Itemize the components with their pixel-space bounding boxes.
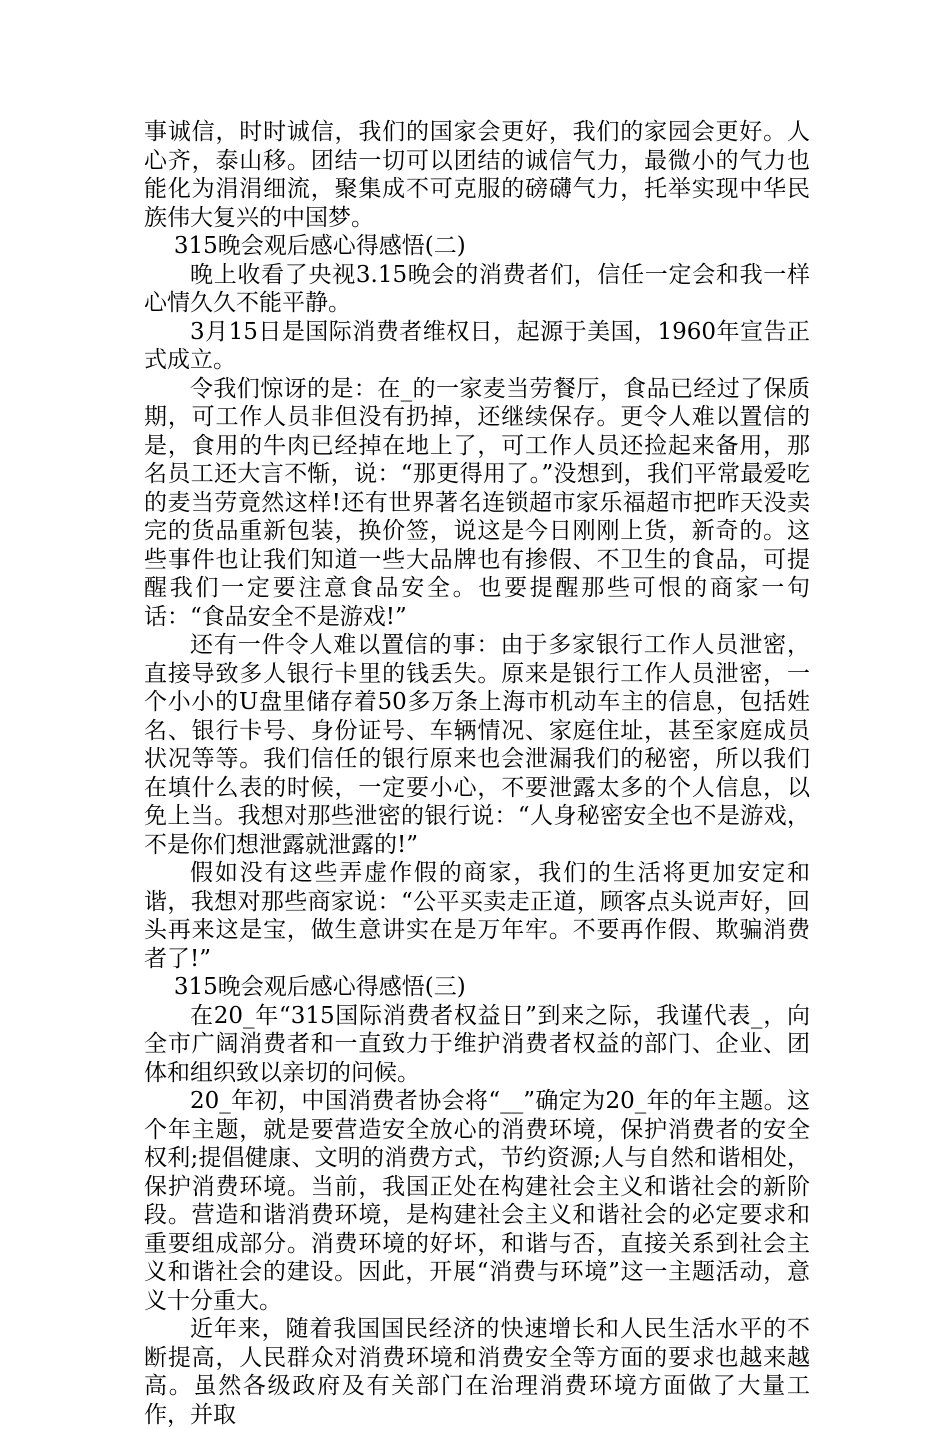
paragraph: 令我们惊讶的是：在_的一家麦当劳餐厅，食品已经过了保质期，可工作人员非但没有扔掉，还继续保存。更令人难以置信的是，食用的牛肉已经掉在地上了，可工作人员还捡起来备用，那名员工还大言不惭，说：“那更得用了。”没想到，我们平常最爱吃的麦当劳竟然这样!还有世界著名连锁超市家乐福超市把昨天没卖完的货品重新包装，换价签，说这是今日刚刚上货，新奇的。这些事件也让我们知道一些大品牌也有掺假、不卫生的食品，可提醒我们一定要注意食品安全。也要提醒那些可恨的商家一句话：“食品安全不是游戏!” [144, 375, 810, 630]
paragraph: 20_年初，中国消费者协会将“__”确定为20_年的年主题。这个年主题，就是要营造安全放心的消费环境，保护消费者的安全权利;提倡健康、文明的消费方式，节约资源;人与自然和谐相处，保护消费环境。当前，我国正处在构建社会主义和谐社会的新阶段。营造和谐消费环境，是构建社会主义和谐社会的必定要求和重要组成部分。消费环境的好坏，和谐与否，直接关系到社会主义和谐社会的建设。因此，开展“消费与环境”这一主题活动，意义十分重大。 [144, 1088, 810, 1314]
paragraph: 假如没有这些弄虚作假的商家，我们的生活将更加安定和谐，我想对那些商家说：“公平买卖走正道，顾客点头说声好，回头再来这是宝，做生意讲实在是万年牢。不要再作假、欺骗消费者了!” [144, 860, 810, 972]
paragraph: 晚上收看了央视3.15晚会的消费者们，信任一定会和我一样心情久久不能平静。 [144, 261, 810, 316]
paragraph: 在20_年“315国际消费者权益日”到来之际，我谨代表_，向全市广阔消费者和一直致力于维护消费者权益的部门、企业、团体和组织致以亲切的问候。 [144, 1002, 810, 1086]
paragraph: 事诚信，时时诚信，我们的国家会更好，我们的家园会更好。人心齐，泰山移。团结一切可以团结的诚信气力，最微小的气力也能化为涓涓细流，聚集成不可克服的磅礴气力，托举实现中华民族伟大复兴的中国梦。 [144, 119, 810, 231]
section-heading: 315晚会观后感心得感悟(三) [173, 974, 466, 1000]
paragraph: 3月15日是国际消费者维权日，起源于美国，1960年宣告正式成立。 [144, 318, 810, 373]
paragraph: 近年来，随着我国国民经济的快速增长和人民生活水平的不断提高，人民群众对消费环境和消费安全等方面的要求也越来越高。虽然各级政府及有关部门在治理消费环境方面做了大量工作，并取 [144, 1316, 810, 1428]
paragraph: 还有一件令人难以置信的事：由于多家银行工作人员泄密，直接导致多人银行卡里的钱丢失。原来是银行工作人员泄密，一个小小的U盘里储存着50多万条上海市机动车主的信息，包括姓名、银行卡号、身份证号、车辆情况、家庭住址，甚至家庭成员状况等等。我们信任的银行原来也会泄漏我们的秘密，所以我们在填什么表的时候，一定要小心，不要泄露太多的个人信息，以免上当。我想对那些泄密的银行说：“人身秘密安全也不是游戏，不是你们想泄露就泄露的!” [144, 632, 810, 858]
section-heading: 315晚会观后感心得感悟(二) [173, 233, 466, 259]
document-body [144, 118, 810, 1429]
